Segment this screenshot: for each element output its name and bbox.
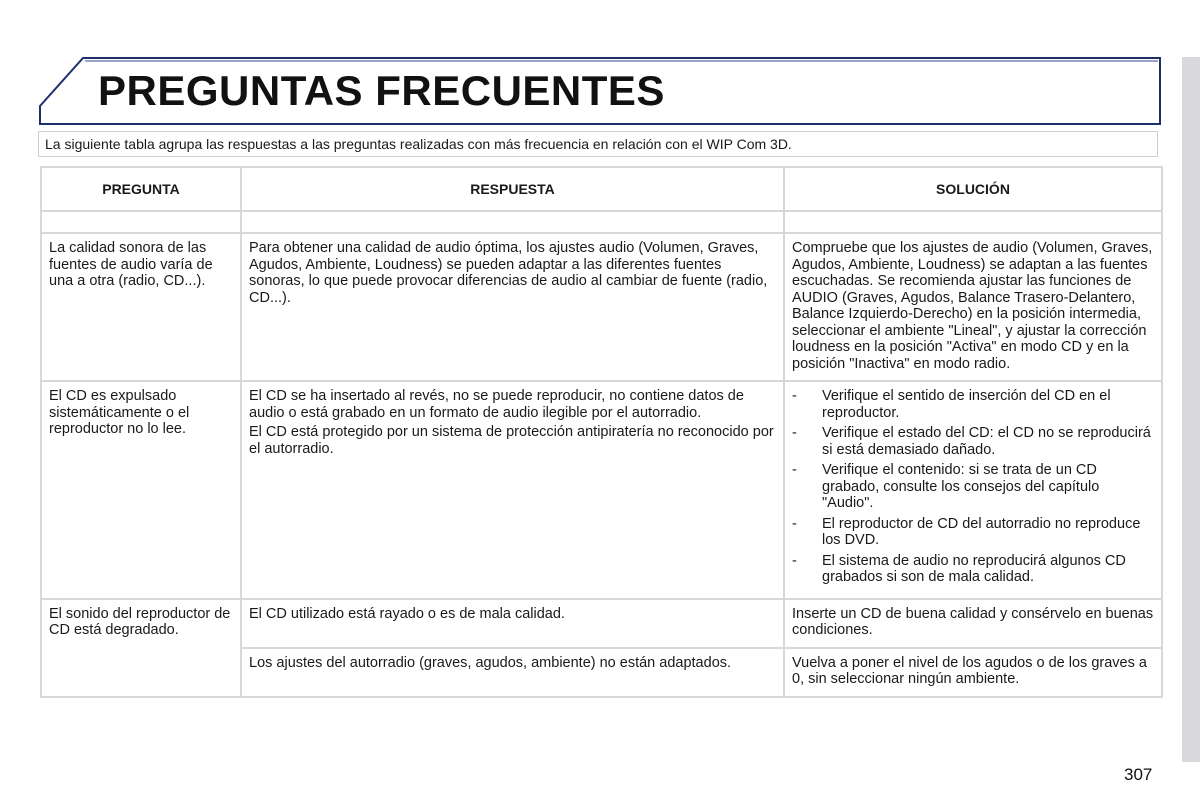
question-cell: El sonido del reproductor de CD está degradado. xyxy=(41,599,241,697)
solution-list xyxy=(792,388,1154,586)
bullet-dash: - xyxy=(792,388,797,404)
bullet-dash: - xyxy=(792,552,797,569)
answer-paragraph: El CD se ha insertado al revés, no se puede reproducir, no contiene datos de audio o está grabado en un formato de audio ilegible por el autorradio. xyxy=(249,388,744,421)
header-solution: SOLUCIÓN xyxy=(784,167,1162,211)
table-row xyxy=(41,233,1162,381)
table-header-row xyxy=(41,167,1162,211)
header-answer: RESPUESTA xyxy=(241,167,784,211)
question-cell: La calidad sonora de las fuentes de audio varía de una a otra (radio, CD...). xyxy=(41,233,241,381)
list-item: - Verifique el contenido: si se trata de un CD grabado, consulte los consejos del capítulo "Audio". xyxy=(792,462,1100,511)
title-frame-shadow xyxy=(84,60,1158,62)
table-row xyxy=(41,599,1162,648)
list-item: - Verifique el estado del CD: el CD no se reproducirá si está demasiado dañado. xyxy=(792,425,1151,458)
answer-cell: Para obtener una calidad de audio óptima, los ajustes audio (Volumen, Graves, Agudos, Ambiente, Loudness) se pueden adaptar a las diferentes fuentes sonoras, lo que puede provocar diferencias de audio al cambiar de fuente (radio, CD...). xyxy=(241,233,784,381)
side-tab xyxy=(1182,57,1200,762)
answer-cell: El CD utilizado está rayado o es de mala calidad. xyxy=(241,599,784,648)
list-item: - El reproductor de CD del autorradio no reproduce los DVD. xyxy=(792,515,1141,548)
intro-text: La siguiente tabla agrupa las respuestas a las preguntas realizadas con más frecuencia en relación con el WIP Com 3D. xyxy=(38,131,1158,157)
table-spacer-row xyxy=(41,211,1162,233)
solution-cell xyxy=(784,381,1162,599)
table-row xyxy=(41,381,1162,599)
page-number: 307 xyxy=(1124,765,1153,784)
answer-paragraph: El CD está protegido por un sistema de protección antipiratería no reconocido por el autorradio. xyxy=(249,424,774,457)
solution-cell: Compruebe que los ajustes de audio (Volumen, Graves, Agudos, Ambiente, Loudness) se adaptan a las fuentes escuchadas. Se recomienda ajustar las funciones de AUDIO (Graves, Agudos, Balance Trasero-Delantero, Balance Izquierdo-Derecho) en la posición intermedia, seleccionar el ambiente "Lineal", y ajustar la corrección loudness en la posición "Activa" en modo CD y en la posición "Inactiva" en modo radio. xyxy=(784,233,1162,381)
solution-cell: Inserte un CD de buena calidad y consérvelo en buenas condiciones. xyxy=(784,599,1162,648)
bullet-dash: - xyxy=(792,425,797,441)
answer-cell: Los ajustes del autorradio (graves, agudos, ambiente) no están adaptados. xyxy=(241,648,784,697)
page-title: PREGUNTAS FRECUENTES xyxy=(98,67,665,114)
question-cell: El CD es expulsado sistemáticamente o el reproductor no lo lee. xyxy=(41,381,241,599)
solution-cell: Vuelva a poner el nivel de los agudos o de los graves a 0, sin seleccionar ningún ambiente. xyxy=(784,648,1162,697)
answer-cell xyxy=(241,381,784,599)
list-item: - Verifique el sentido de inserción del CD en el reproductor. xyxy=(792,388,1111,421)
header-question: PREGUNTA xyxy=(41,167,241,211)
list-item: - El sistema de audio no reproducirá algunos CD grabados si son de mala calidad. xyxy=(792,552,1126,585)
bullet-dash: - xyxy=(792,462,797,478)
faq-table xyxy=(40,166,1163,698)
bullet-dash: - xyxy=(792,515,797,532)
